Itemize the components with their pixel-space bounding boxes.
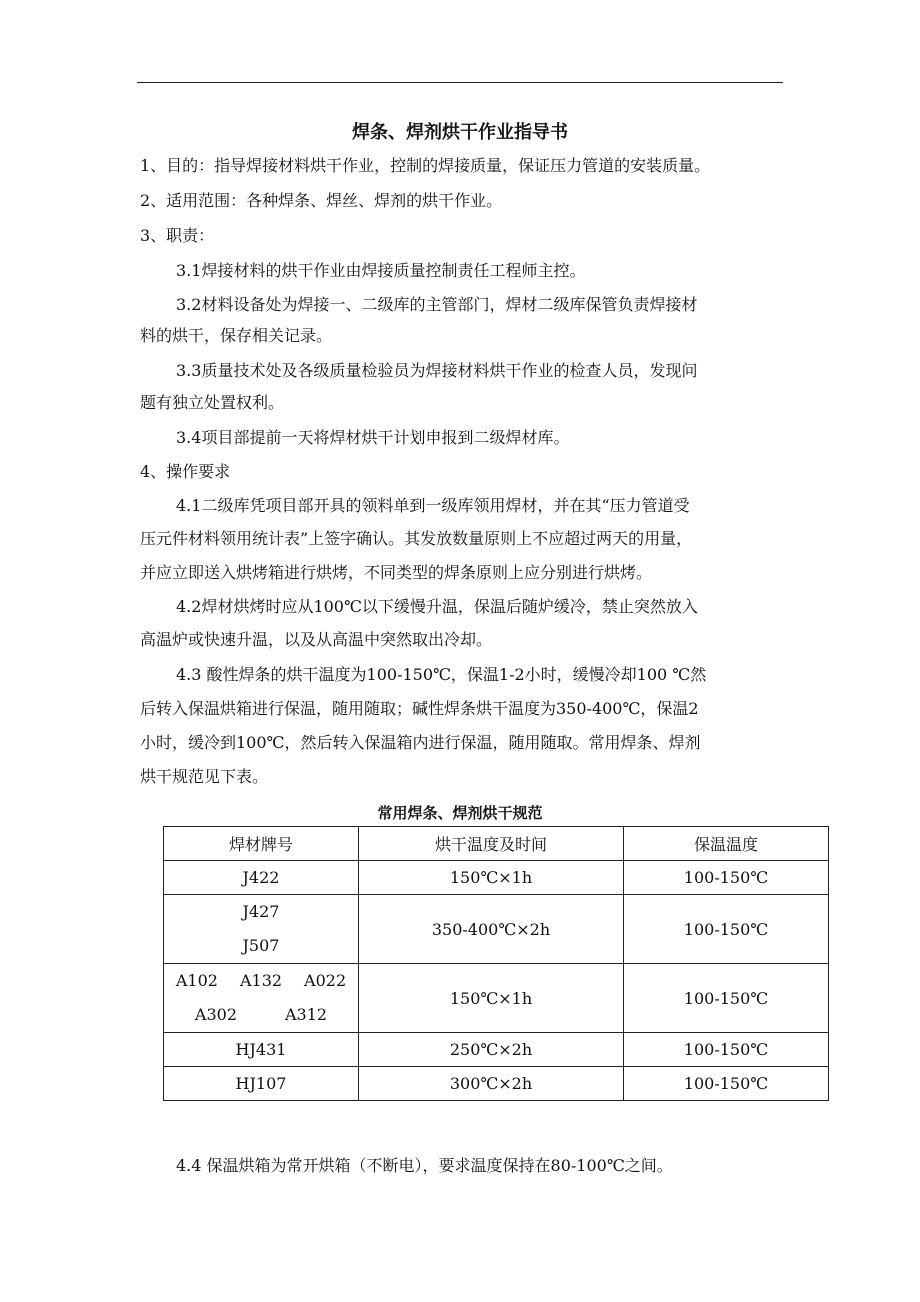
drying-cell: 150℃×1h — [359, 861, 624, 895]
paragraph-4-4: 4.4 保温烘箱为常开烘箱（不断电），要求温度保持在80-100℃之间。 — [176, 1156, 673, 1175]
drying-cell: 350-400℃×2h — [359, 895, 624, 964]
holding-cell: 100-150℃ — [624, 1033, 829, 1067]
brand-name: A302 — [194, 1005, 237, 1024]
paragraph-4-2: 4.2焊材烘烤时应从100℃以下缓慢升温，保温后随炉缓冷，禁止突然放入 — [176, 597, 698, 616]
paragraph-3-3: 3.3质量技术处及各级质量检验员为焊接材料烘干作业的检查人员，发现问 — [176, 361, 698, 380]
table-row — [164, 964, 829, 1033]
brand-cell — [164, 895, 359, 964]
section-heading-duties: 3、职责： — [140, 226, 215, 245]
brand-name: J507 — [242, 936, 280, 955]
header-holding: 保温温度 — [624, 827, 829, 861]
drying-spec-table — [163, 826, 829, 1101]
paragraph-3-1: 3.1焊接材料的烘干作业由焊接质量控制责任工程师主控。 — [176, 261, 586, 280]
document-title: 焊条、焊剂烘干作业指导书 — [352, 122, 568, 143]
brand-line — [164, 964, 358, 998]
brand-name: J427 — [242, 902, 280, 921]
holding-cell: 100-150℃ — [624, 964, 829, 1033]
table-header-row — [164, 827, 829, 861]
section-heading-operations: 4、操作要求 — [140, 462, 231, 481]
table-row — [164, 895, 829, 964]
brand-cell: J422 — [164, 861, 359, 895]
brand-name: A132 — [239, 971, 283, 990]
paragraph-4-2-cont: 高温炉或快速升温，以及从高温中突然取出冷却。 — [140, 630, 493, 649]
paragraph-purpose: 1、目的：指导焊接材料烘干作业，控制的焊接质量，保证压力管道的安装质量。 — [140, 156, 711, 175]
paragraph-4-1-cont1: 压元件材料领用统计表”上签字确认。其发放数量原则上不应超过两天的用量， — [140, 529, 693, 548]
header-rule — [137, 82, 783, 83]
brand-cell — [164, 964, 359, 1033]
holding-cell: 100-150℃ — [624, 1067, 829, 1101]
drying-cell: 300℃×2h — [359, 1067, 624, 1101]
holding-cell: 100-150℃ — [624, 895, 829, 964]
brand-name: A102 — [175, 971, 218, 990]
paragraph-4-1: 4.1二级库凭项目部开具的领料单到一级库领用焊材，并在其“压力管道受 — [176, 496, 690, 515]
header-drying: 烘干温度及时间 — [359, 827, 624, 861]
paragraph-4-3: 4.3 酸性焊条的烘干温度为100-150℃，保温1-2小时，缓慢冷却100 ℃然 — [176, 665, 707, 684]
table-row — [164, 1067, 829, 1101]
table-row — [164, 861, 829, 895]
drying-cell: 250℃×2h — [359, 1033, 624, 1067]
paragraph-4-1-cont2: 并应立即送入烘烤箱进行烘烤，不同类型的焊条原则上应分别进行烘烤。 — [140, 563, 653, 582]
paragraph-4-3-cont1: 后转入保温烘箱进行保温，随用随取；碱性焊条烘干温度为350-400℃，保温2 — [140, 699, 699, 718]
brand-line — [164, 998, 358, 1032]
brand-name: A022 — [304, 971, 347, 990]
brand-cell: HJ107 — [164, 1067, 359, 1101]
paragraph-scope: 2、适用范围：各种焊条、焊丝、焊剂的烘干作业。 — [140, 191, 503, 210]
brand-cell: HJ431 — [164, 1033, 359, 1067]
table-row — [164, 1033, 829, 1067]
drying-cell: 150℃×1h — [359, 964, 624, 1033]
paragraph-3-3-cont: 题有独立处置权利。 — [140, 393, 285, 412]
holding-cell: 100-150℃ — [624, 861, 829, 895]
paragraph-3-2: 3.2材料设备处为焊接一、二级库的主管部门，焊材二级库保管负责焊接材 — [176, 295, 698, 314]
header-brand: 焊材牌号 — [164, 827, 359, 861]
paragraph-3-4: 3.4项目部提前一天将焊材烘干计划申报到二级焊材库。 — [176, 428, 570, 447]
brand-name: A312 — [285, 1005, 328, 1024]
paragraph-4-3-cont3: 烘干规范见下表。 — [140, 767, 269, 786]
paragraph-4-3-cont2: 小时，缓冷到100℃，然后转入保温箱内进行保温，随用随取。常用焊条、焊剂 — [140, 733, 701, 752]
paragraph-3-2-cont: 料的烘干，保存相关记录。 — [140, 326, 333, 345]
table-caption: 常用焊条、焊剂烘干规范 — [377, 804, 543, 822]
